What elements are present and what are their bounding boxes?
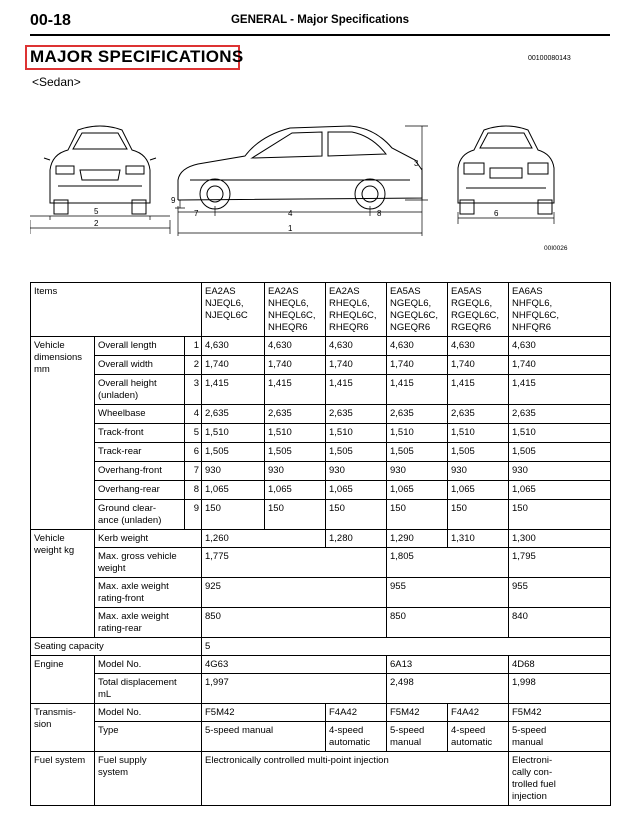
table-row — [31, 337, 611, 356]
item-label — [95, 656, 202, 674]
value-cell: 1,505 — [509, 443, 611, 462]
value-cell: 4G63 — [202, 656, 387, 674]
group-label — [31, 704, 95, 752]
model-header — [326, 283, 387, 337]
text-line: Overhang-rear — [98, 484, 160, 495]
text-line: NHEQR6 — [268, 322, 308, 333]
text-line: manual — [390, 737, 422, 748]
value-cell: 1,805 — [387, 548, 509, 578]
value-cell: 1,510 — [202, 424, 265, 443]
text-line: weight kg — [34, 545, 75, 556]
text-line: ance (unladen) — [98, 515, 162, 526]
item-label — [95, 578, 202, 608]
value-cell: 1,415 — [265, 375, 326, 405]
value-cell: 1,510 — [448, 424, 509, 443]
table-row — [31, 704, 611, 722]
table-row — [31, 722, 611, 752]
chapter-title: GENERAL - Major Specifications — [230, 14, 410, 26]
item-label — [95, 608, 202, 638]
text-line: NHEQL6C, — [268, 310, 316, 321]
dimension-number: 3 — [185, 375, 202, 405]
text-line: NHFQL6, — [512, 298, 553, 309]
value-cell: 4,630 — [387, 337, 448, 356]
front-view-drawing — [44, 126, 156, 214]
text-line: EA2AS — [268, 286, 299, 297]
value-cell — [448, 722, 509, 752]
value-cell: 930 — [509, 462, 611, 481]
value-cell: 1,775 — [202, 548, 387, 578]
text-line: 5-speed manual — [205, 725, 274, 736]
dimension-number: 7 — [185, 462, 202, 481]
text-line: 5-speed — [390, 725, 425, 736]
value-cell: 4,630 — [202, 337, 265, 356]
value-cell: 1,065 — [448, 481, 509, 500]
table-row — [31, 375, 611, 405]
text-line: 4-speed — [451, 725, 486, 736]
value-cell: 2,498 — [387, 674, 509, 704]
text-line: weight — [98, 563, 126, 574]
text-line: Electronically controlled multi-point injection — [205, 755, 389, 766]
text-line: EA5AS — [390, 286, 421, 297]
side-view-drawing — [178, 126, 422, 209]
text-line: (unladen) — [98, 390, 139, 401]
table-row — [31, 500, 611, 530]
value-cell: 1,065 — [509, 481, 611, 500]
doc-code: 00100080143 — [528, 55, 571, 62]
text-line: NJEQL6C — [205, 310, 248, 321]
text-line: injection — [512, 791, 547, 802]
value-cell: 150 — [265, 500, 326, 530]
value-cell: 2,635 — [448, 405, 509, 424]
text-line: NJEQL6, — [205, 298, 244, 309]
text-line: cally con- — [512, 767, 553, 778]
text-line: Overhang-front — [98, 465, 162, 476]
value-cell: 1,740 — [387, 356, 448, 375]
value-cell: 930 — [326, 462, 387, 481]
item-label — [95, 500, 185, 530]
text-line: automatic — [329, 737, 371, 748]
body-type-subtitle: <Sedan> — [32, 75, 81, 89]
text-line: Max. axle weight — [98, 611, 169, 622]
model-header — [509, 283, 611, 337]
value-cell: 955 — [509, 578, 611, 608]
text-line: Vehicle — [34, 533, 65, 544]
text-line: RHEQL6C, — [329, 310, 377, 321]
value-cell: 1,740 — [326, 356, 387, 375]
text-line: dimensions — [34, 352, 83, 363]
item-label — [95, 375, 185, 405]
group-label — [31, 530, 95, 638]
value-cell — [202, 752, 509, 806]
table-row — [31, 608, 611, 638]
vehicle-dimension-figure — [30, 108, 610, 258]
value-cell — [387, 722, 448, 752]
value-cell: 1,300 — [509, 530, 611, 548]
item-label — [95, 424, 185, 443]
value-cell — [509, 752, 611, 806]
value-cell: 930 — [387, 462, 448, 481]
value-cell: 1,065 — [387, 481, 448, 500]
text-line: NHFQR6 — [512, 322, 552, 333]
value-cell: F5M42 — [202, 704, 326, 722]
value-cell: 1,740 — [202, 356, 265, 375]
text-line: RGEQL6, — [451, 298, 493, 309]
value-cell: 1,510 — [387, 424, 448, 443]
dimension-number: 5 — [185, 424, 202, 443]
dimension-number: 8 — [185, 481, 202, 500]
value-cell: 1,740 — [448, 356, 509, 375]
dim-label-6: 6 — [494, 209, 499, 218]
table-row — [31, 548, 611, 578]
dim-label-2: 2 — [94, 219, 99, 228]
table-row — [31, 752, 611, 806]
text-line: Overall width — [98, 359, 153, 370]
value-cell: 2,635 — [326, 405, 387, 424]
text-line: Kerb weight — [98, 533, 149, 544]
text-line: EA5AS — [451, 286, 482, 297]
table-row — [31, 578, 611, 608]
item-label — [95, 405, 185, 424]
page-number: 00-18 — [30, 12, 71, 29]
model-header — [265, 283, 326, 337]
text-line: automatic — [451, 737, 493, 748]
value-cell: 150 — [509, 500, 611, 530]
dimension-number: 9 — [185, 500, 202, 530]
text-line: rating-rear — [98, 623, 142, 634]
value-cell: 930 — [265, 462, 326, 481]
item-label — [95, 704, 202, 722]
value-cell: 1,505 — [326, 443, 387, 462]
dimension-number: 1 — [185, 337, 202, 356]
value-cell: 1,415 — [509, 375, 611, 405]
dim-label-5: 5 — [94, 207, 99, 216]
value-cell — [202, 722, 326, 752]
dim-label-4: 4 — [288, 209, 293, 218]
text-line: Model No. — [98, 659, 142, 670]
item-label — [95, 548, 202, 578]
value-cell: 4,630 — [326, 337, 387, 356]
value-cell — [509, 722, 611, 752]
text-line: Type — [98, 725, 119, 736]
value-cell: 1,415 — [387, 375, 448, 405]
table-row — [31, 674, 611, 704]
table-row — [31, 424, 611, 443]
value-cell: 1,510 — [265, 424, 326, 443]
value-cell: F5M42 — [387, 704, 448, 722]
value-cell: 4,630 — [509, 337, 611, 356]
value-cell: 1,505 — [387, 443, 448, 462]
value-cell: 925 — [202, 578, 387, 608]
value-cell: 1,065 — [326, 481, 387, 500]
value-cell: 1,740 — [509, 356, 611, 375]
vehicle-dimensions-section — [31, 337, 611, 530]
text-line: NHFQL6C, — [512, 310, 559, 321]
value-cell: 1,415 — [448, 375, 509, 405]
text-line: Track-front — [98, 427, 144, 438]
model-header — [448, 283, 509, 337]
table-row — [31, 443, 611, 462]
value-cell: 1,065 — [202, 481, 265, 500]
text-line: EA2AS — [205, 286, 236, 297]
value-cell: 4,630 — [448, 337, 509, 356]
model-header — [387, 283, 448, 337]
value-cell: 1,280 — [326, 530, 387, 548]
value-cell: 1,505 — [448, 443, 509, 462]
text-line: NGEQR6 — [390, 322, 431, 333]
value-cell: 1,310 — [448, 530, 509, 548]
text-line: EA2AS — [329, 286, 360, 297]
text-line: Fuel system — [34, 755, 86, 766]
item-label — [95, 337, 185, 356]
text-line: Fuel supply — [98, 755, 147, 766]
dimension-number: 4 — [185, 405, 202, 424]
value-cell: 4D68 — [509, 656, 611, 674]
text-line: trolled fuel — [512, 779, 556, 790]
text-line: NGEQL6, — [390, 298, 432, 309]
value-cell: 1,795 — [509, 548, 611, 578]
group-label — [31, 656, 95, 704]
dim-label-3: 3 — [414, 159, 419, 168]
dimension-lines — [30, 126, 554, 236]
text-line: manual — [512, 737, 544, 748]
text-line: Max. axle weight — [98, 581, 169, 592]
value-cell: F5M42 — [509, 704, 611, 722]
rear-view-drawing — [458, 126, 554, 214]
group-label — [31, 337, 95, 530]
value-cell: 150 — [202, 500, 265, 530]
text-line: EA6AS — [512, 286, 543, 297]
item-label — [95, 530, 202, 548]
text-line: system — [98, 767, 129, 778]
text-line: Overall height — [98, 378, 157, 389]
text-line: NHEQL6, — [268, 298, 309, 309]
text-line: NGEQL6C, — [390, 310, 439, 321]
value-cell: 1,997 — [202, 674, 387, 704]
text-line: Wheelbase — [98, 408, 146, 419]
value-cell: 1,415 — [326, 375, 387, 405]
dimension-number: 2 — [185, 356, 202, 375]
item-label — [95, 356, 185, 375]
table-row — [31, 530, 611, 548]
dim-label-7: 7 — [194, 209, 199, 218]
text-line: sion — [34, 719, 52, 730]
value-cell: 1,260 — [202, 530, 326, 548]
text-line: Electroni- — [512, 755, 553, 766]
text-line: RGEQR6 — [451, 322, 492, 333]
value-cell: 1,065 — [265, 481, 326, 500]
model-header — [202, 283, 265, 337]
dim-label-8: 8 — [377, 209, 382, 218]
text-line: Track-rear — [98, 446, 142, 457]
value-cell: 930 — [202, 462, 265, 481]
dimension-number: 6 — [185, 443, 202, 462]
item-label — [95, 674, 202, 704]
text-line: Max. gross vehicle — [98, 551, 177, 562]
value-cell: 2,635 — [265, 405, 326, 424]
text-line: 5-speed — [512, 725, 547, 736]
value-cell: 150 — [326, 500, 387, 530]
header-rule — [30, 34, 610, 36]
dim-label-9: 9 — [171, 196, 176, 205]
text-line: RGEQL6C, — [451, 310, 500, 321]
item-label — [95, 462, 185, 481]
value-cell: 955 — [387, 578, 509, 608]
text-line: rating-front — [98, 593, 144, 604]
value-cell: 150 — [448, 500, 509, 530]
value-cell — [326, 722, 387, 752]
group-label — [31, 752, 95, 806]
text-line: Ground clear- — [98, 503, 157, 514]
value-cell: 2,635 — [202, 405, 265, 424]
value-cell: 1,505 — [265, 443, 326, 462]
value-cell: F4A42 — [326, 704, 387, 722]
value-cell: 840 — [509, 608, 611, 638]
value-cell: 2,635 — [387, 405, 448, 424]
text-line: RHEQR6 — [329, 322, 369, 333]
value-cell: 6A13 — [387, 656, 509, 674]
value-cell: 2,635 — [509, 405, 611, 424]
table-row — [31, 638, 611, 656]
table-header-row — [31, 283, 611, 337]
item-label — [95, 722, 202, 752]
text-line: Model No. — [98, 707, 142, 718]
text-line: Total displacement — [98, 677, 177, 688]
items-header: Items — [31, 283, 202, 337]
value-cell: 1,740 — [265, 356, 326, 375]
value-cell: 850 — [202, 608, 387, 638]
text-line: 4-speed — [329, 725, 364, 736]
text-line: Vehicle — [34, 340, 65, 351]
text-line: Engine — [34, 659, 64, 670]
value-cell: 930 — [448, 462, 509, 481]
value-cell: 5 — [202, 638, 611, 656]
text-line: mm — [34, 364, 50, 375]
item-label — [95, 752, 202, 806]
item-label — [95, 481, 185, 500]
item-label: Seating capacity — [31, 638, 202, 656]
table-row — [31, 405, 611, 424]
dim-label-1: 1 — [288, 224, 293, 233]
value-cell: 150 — [387, 500, 448, 530]
value-cell: 1,510 — [326, 424, 387, 443]
value-cell: 850 — [387, 608, 509, 638]
text-line: RHEQL6, — [329, 298, 370, 309]
value-cell: 1,998 — [509, 674, 611, 704]
section-title: MAJOR SPECIFICATIONS — [30, 47, 244, 66]
figure-code: 00I0026 — [544, 245, 568, 252]
table-row — [31, 356, 611, 375]
table-row — [31, 481, 611, 500]
value-cell: 1,290 — [387, 530, 448, 548]
item-label — [95, 443, 185, 462]
table-row — [31, 656, 611, 674]
text-line: Overall length — [98, 340, 157, 351]
value-cell: 4,630 — [265, 337, 326, 356]
page-header — [30, 12, 610, 32]
value-cell: 1,510 — [509, 424, 611, 443]
value-cell: 1,505 — [202, 443, 265, 462]
value-cell: F4A42 — [448, 704, 509, 722]
text-line: mL — [98, 689, 112, 700]
text-line: Transmis- — [34, 707, 76, 718]
major-specifications-table — [30, 282, 611, 806]
table-row — [31, 462, 611, 481]
value-cell: 1,415 — [202, 375, 265, 405]
